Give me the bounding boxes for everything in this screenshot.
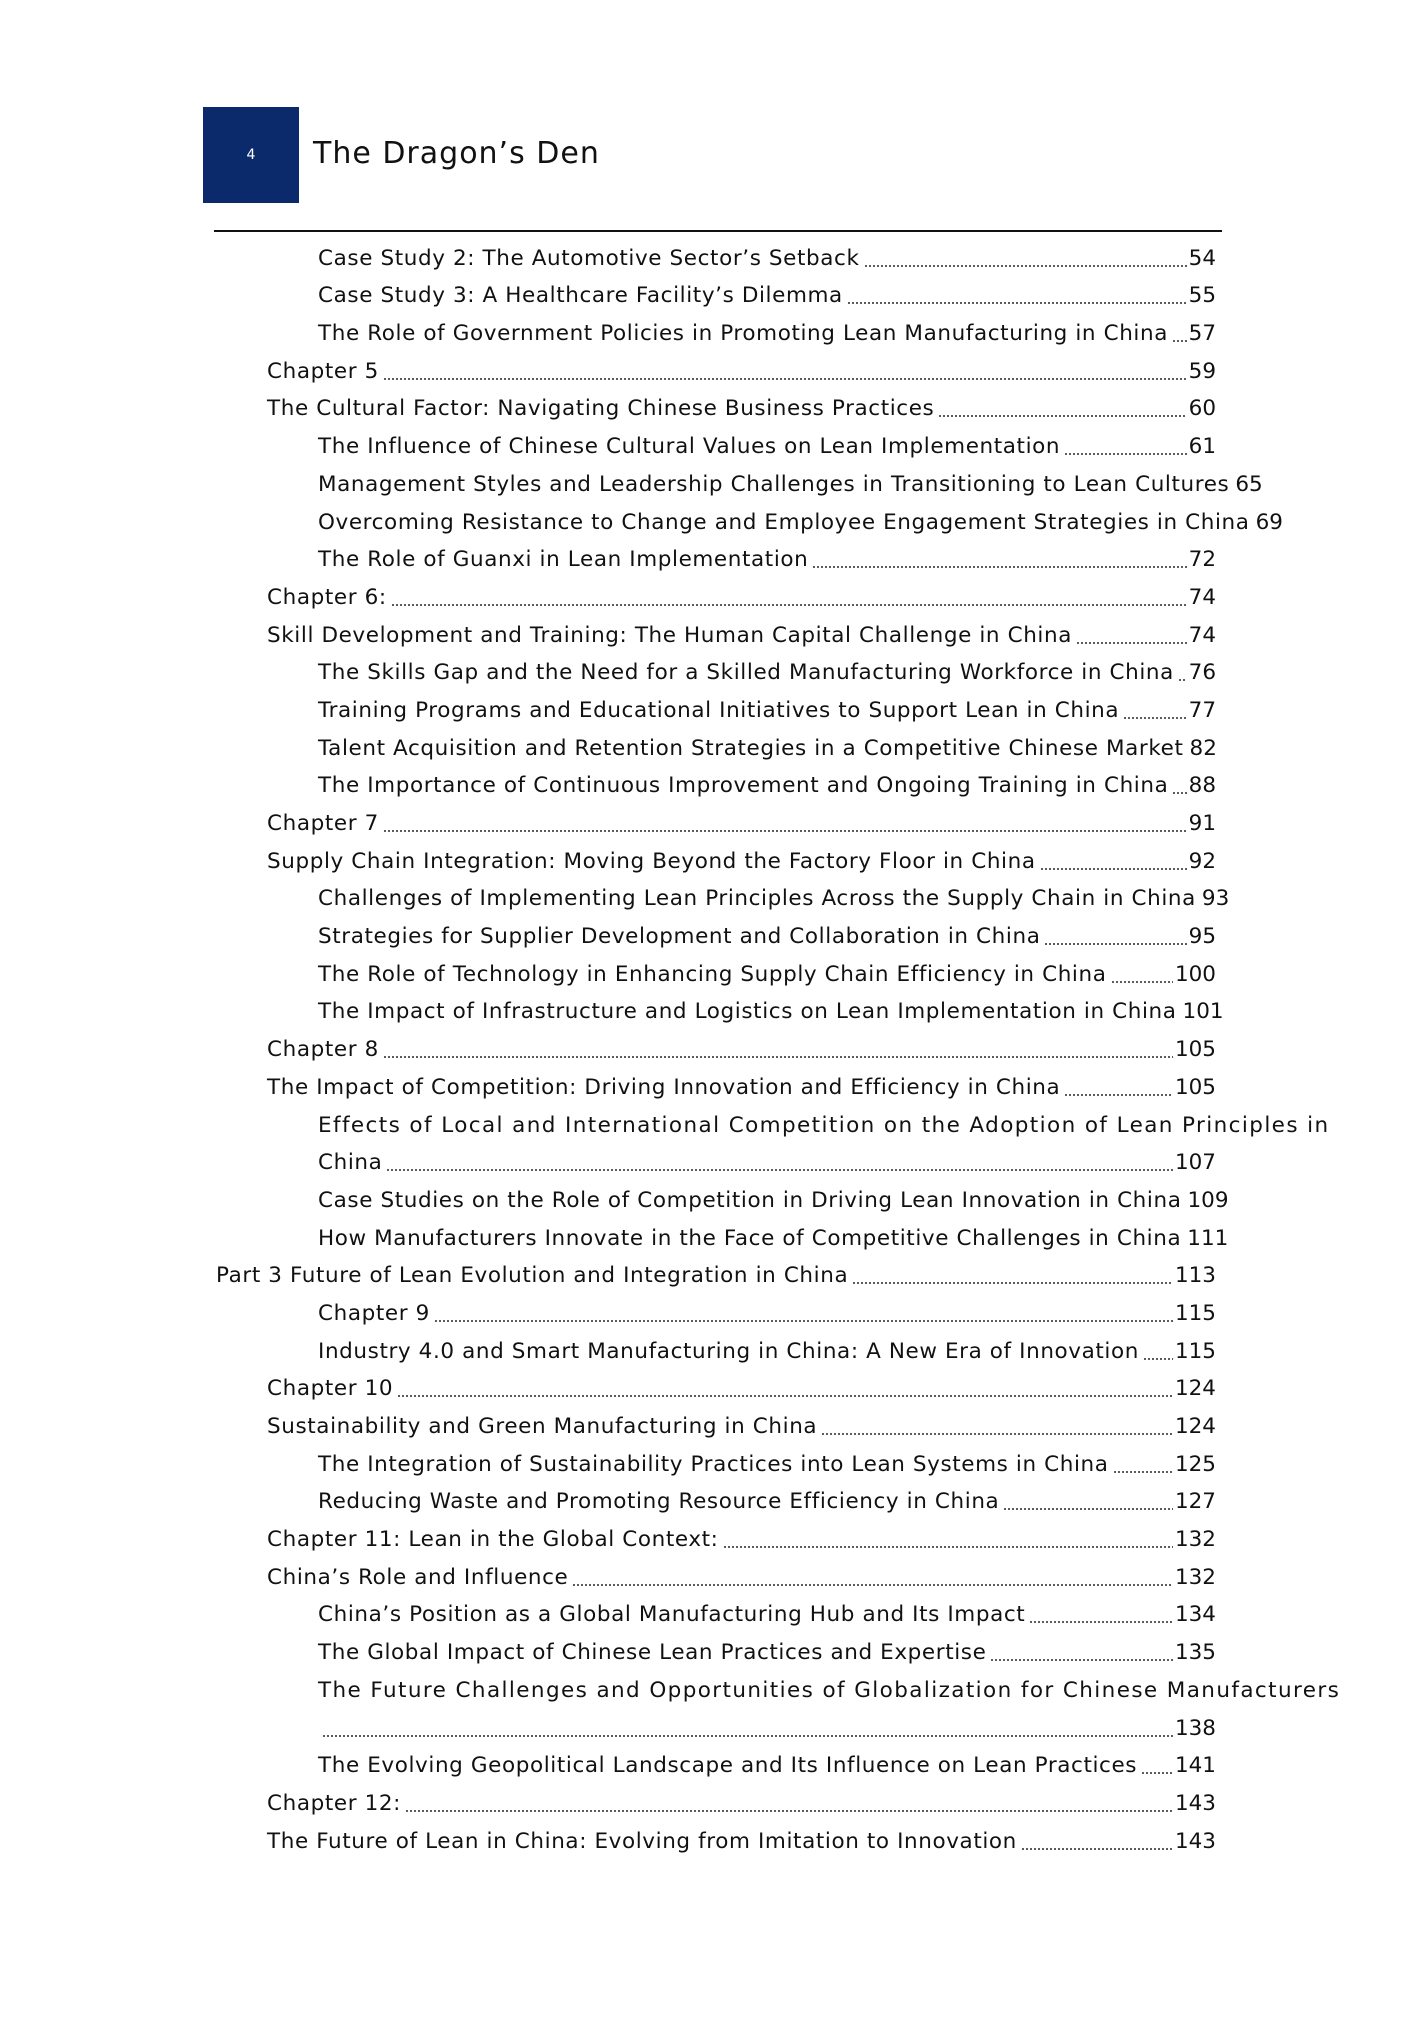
toc-entry-page: 61 — [1188, 434, 1216, 460]
toc-entry-page: 143 — [1174, 1828, 1216, 1854]
toc-entry-page: 113 — [1174, 1263, 1216, 1289]
toc-leader-dots — [1123, 717, 1186, 719]
toc-entry-page: 134 — [1174, 1602, 1216, 1628]
toc-entry-page: 132 — [1174, 1564, 1216, 1590]
toc-entry[interactable] — [216, 1254, 1216, 1292]
toc-entry-title: China — [318, 1150, 383, 1176]
toc-entry[interactable] — [216, 575, 1216, 613]
toc-entry-title: The Role of Government Policies in Promoting Lean Manufacturing in China — [318, 321, 1168, 347]
toc-entry-title: The Influence of Chinese Cultural Values on Lean Implementation — [318, 434, 1061, 460]
toc-entry-title: The Global Impact of Chinese Lean Practices and Expertise — [318, 1640, 987, 1666]
toc-leader-dots — [391, 604, 1187, 606]
toc-entry-page: 143 — [1174, 1790, 1216, 1816]
toc-entry-title: The Role of Guanxi in Lean Implementation — [318, 547, 809, 573]
toc-entry-page: 74 — [1188, 584, 1216, 610]
toc-leader-dots — [990, 1659, 1173, 1661]
toc-entry[interactable] — [216, 1141, 1216, 1179]
toc-entry[interactable] — [216, 1291, 1216, 1329]
toc-entry-page: 125 — [1174, 1451, 1216, 1477]
toc-entry[interactable] — [216, 1442, 1216, 1480]
toc-entry-title: Case Study 3: A Healthcare Facility’s Dilemma — [318, 283, 843, 309]
toc-entry-title: The Impact of Competition: Driving Innovation and Efficiency in China — [267, 1074, 1061, 1100]
toc-entry[interactable] — [216, 1706, 1216, 1744]
toc-entry-page: 138 — [1174, 1715, 1216, 1741]
toc-entry[interactable] — [216, 1178, 1229, 1216]
toc-entry-page: 59 — [1188, 358, 1216, 384]
toc-entry-title: How Manufacturers Innovate in the Face of Competitive Challenges in China — [318, 1225, 1182, 1251]
toc-entry-title: Sustainability and Green Manufacturing in China — [267, 1414, 818, 1439]
toc-leader-dots — [938, 415, 1186, 417]
toc-leader-dots — [812, 566, 1186, 568]
toc-entry-title: Part 3 Future of Lean Evolution and Integration in China — [216, 1263, 849, 1289]
toc-entry[interactable] — [216, 688, 1216, 726]
toc-entry-page: 57 — [1188, 321, 1216, 347]
toc-entry-page: 100 — [1174, 961, 1216, 987]
toc-leader-dots — [1111, 981, 1173, 983]
running-title: The Dragon’s Den — [313, 136, 600, 171]
toc-entry-page: 65 — [1235, 471, 1263, 497]
toc-leader-dots — [1172, 792, 1186, 794]
toc-entry[interactable] — [216, 764, 1216, 802]
toc-entry-title: Effects of Local and International Competition on the Adoption of Lean Principles in — [318, 1112, 1330, 1138]
toc-entry[interactable] — [216, 1103, 1330, 1141]
toc-entry[interactable] — [216, 726, 1216, 764]
toc-entry-title: Overcoming Resistance to Change and Employee Engagement Strategies in China — [318, 509, 1250, 535]
toc-leader-dots — [1003, 1508, 1173, 1510]
toc-entry-title: The Future of Lean in China: Evolving from Imitation to Innovation — [267, 1828, 1017, 1854]
toc-entry[interactable] — [216, 839, 1216, 877]
toc-entry-page: 124 — [1174, 1376, 1216, 1402]
toc-entry-title: Chapter 8 — [267, 1037, 379, 1063]
toc-entry[interactable] — [216, 424, 1216, 462]
toc-entry-page: 124 — [1174, 1414, 1216, 1439]
toc-leader-dots — [1040, 868, 1187, 870]
toc-entry[interactable] — [216, 1744, 1216, 1782]
toc-entry-title: The Evolving Geopolitical Landscape and Its Influence on Lean Practices — [318, 1753, 1138, 1779]
toc-entry-page: 69 — [1255, 509, 1283, 535]
toc-leader-dots — [386, 1169, 1173, 1171]
toc-entry[interactable] — [216, 1593, 1216, 1631]
toc-entry[interactable] — [216, 1819, 1216, 1857]
toc-entry-page: 60 — [1188, 396, 1216, 422]
toc-entry-title: The Integration of Sustainability Practices into Lean Systems in China — [318, 1451, 1109, 1477]
toc-entry[interactable] — [216, 877, 1230, 915]
toc-entry-title: Case Studies on the Role of Competition in Driving Lean Innovation in China — [318, 1187, 1182, 1213]
header-rule — [214, 230, 1222, 232]
toc-entry-page: 74 — [1188, 622, 1216, 648]
toc-leader-dots — [405, 1810, 1173, 1812]
toc-entry-title: Chapter 11: Lean in the Global Context: — [267, 1527, 719, 1553]
toc-entry[interactable] — [216, 1216, 1229, 1254]
toc-leader-dots — [397, 1395, 1173, 1397]
toc-leader-dots — [1064, 1094, 1173, 1096]
toc-leader-dots — [723, 1546, 1173, 1548]
toc-leader-dots — [864, 265, 1187, 267]
toc-entry[interactable] — [216, 387, 1216, 425]
toc-leader-dots — [1064, 453, 1186, 455]
toc-entry[interactable] — [216, 1781, 1216, 1819]
toc-entry-title: Strategies for Supplier Development and Collaboration in China — [318, 924, 1041, 950]
toc-leader-dots — [821, 1433, 1173, 1435]
toc-entry-title: The Importance of Continuous Improvement and Ongoing Training in China — [318, 773, 1169, 799]
toc-entry[interactable] — [216, 236, 1216, 274]
table-of-contents — [216, 236, 1341, 1857]
toc-entry[interactable] — [216, 1367, 1216, 1405]
toc-entry-page: 109 — [1187, 1187, 1229, 1213]
toc-entry[interactable] — [216, 1065, 1216, 1103]
toc-entry-title: Training Programs and Educational Initiatives to Support Lean in China — [318, 697, 1120, 723]
toc-leader-dots — [1029, 1621, 1173, 1623]
toc-leader-dots — [847, 302, 1187, 304]
toc-entry-title: The Role of Technology in Enhancing Supply Chain Efficiency in China — [318, 961, 1107, 987]
toc-entry-title: The Impact of Infrastructure and Logistics on Lean Implementation in China — [318, 999, 1177, 1025]
page-number-box — [203, 107, 299, 203]
toc-entry-title: China’s Position as a Global Manufacturing Hub and Its Impact — [318, 1602, 1026, 1628]
toc-entry-title: Reducing Waste and Promoting Resource Efficiency in China — [318, 1489, 1000, 1515]
toc-entry[interactable] — [216, 1555, 1216, 1593]
toc-entry-page: 107 — [1174, 1150, 1216, 1176]
toc-entry-page: 91 — [1188, 811, 1216, 836]
toc-entry[interactable] — [216, 349, 1216, 387]
toc-entry[interactable] — [216, 1329, 1216, 1367]
toc-entry-title: The Future Challenges and Opportunities of Globalization for Chinese Manufacturers — [318, 1677, 1341, 1703]
toc-entry-page: 105 — [1174, 1074, 1216, 1100]
toc-entry-page: 101 — [1182, 999, 1224, 1025]
toc-entry-title: Industry 4.0 and Smart Manufacturing in China: A New Era of Innovation — [318, 1338, 1139, 1364]
toc-entry[interactable] — [216, 952, 1216, 990]
toc-entry-page: 127 — [1174, 1489, 1216, 1515]
toc-leader-dots — [1044, 943, 1186, 945]
toc-entry[interactable] — [216, 1480, 1216, 1518]
toc-entry-page: 93 — [1201, 886, 1230, 912]
toc-leader-dots — [572, 1584, 1173, 1586]
toc-entry-title: Case Study 2: The Automotive Sector’s Setback — [318, 245, 860, 271]
toc-leader-dots — [852, 1282, 1173, 1284]
toc-entry-page: 82 — [1189, 735, 1217, 761]
toc-entry-page: 54 — [1188, 245, 1216, 271]
toc-entry-title: China’s Role and Influence — [267, 1564, 569, 1590]
toc-leader-dots — [1076, 642, 1187, 644]
toc-leader-dots — [434, 1320, 1173, 1322]
toc-entry-page: 141 — [1174, 1753, 1216, 1779]
toc-entry-page: 115 — [1174, 1338, 1216, 1364]
toc-leader-dots — [1141, 1772, 1173, 1774]
toc-entry-page: 72 — [1188, 547, 1216, 573]
toc-entry-page: 55 — [1188, 283, 1216, 309]
toc-entry-page: 92 — [1188, 848, 1216, 874]
toc-entry[interactable] — [216, 990, 1224, 1028]
toc-entry[interactable] — [216, 500, 1283, 538]
toc-entry[interactable] — [216, 538, 1216, 576]
toc-entry-page: 132 — [1174, 1527, 1216, 1553]
toc-entry[interactable] — [216, 274, 1216, 312]
toc-entry-page: 77 — [1188, 697, 1216, 723]
toc-entry[interactable] — [216, 914, 1216, 952]
toc-entry-title: Skill Development and Training: The Human Capital Challenge in China — [267, 622, 1073, 648]
toc-leader-dots — [1143, 1358, 1173, 1360]
page-number: 4 — [246, 147, 256, 163]
toc-entry[interactable] — [216, 801, 1216, 839]
toc-entry[interactable] — [216, 1404, 1216, 1442]
toc-entry-title: Chapter 12: — [267, 1790, 401, 1816]
toc-entry-page: 88 — [1188, 773, 1216, 799]
toc-entry[interactable] — [216, 1517, 1216, 1555]
toc-entry-title: Talent Acquisition and Retention Strategies in a Competitive Chinese Market — [318, 735, 1184, 761]
toc-entry-page: 76 — [1188, 660, 1216, 686]
toc-entry[interactable] — [216, 1027, 1216, 1065]
toc-entry[interactable] — [216, 1630, 1216, 1668]
toc-leader-dots — [1178, 679, 1187, 681]
toc-entry[interactable] — [216, 1668, 1341, 1706]
toc-leader-dots — [383, 830, 1187, 832]
toc-entry-page: 135 — [1174, 1640, 1216, 1666]
toc-entry-title: Chapter 10 — [267, 1376, 394, 1402]
toc-entry-title: Chapter 5 — [267, 358, 379, 384]
toc-entry[interactable] — [216, 462, 1263, 500]
toc-leader-dots — [383, 1056, 1173, 1058]
toc-leader-dots — [322, 1735, 1173, 1737]
toc-leader-dots — [1021, 1848, 1173, 1850]
toc-entry-page: 111 — [1187, 1225, 1229, 1251]
toc-entry-title: The Skills Gap and the Need for a Skilled Manufacturing Workforce in China — [318, 660, 1174, 686]
toc-entry[interactable] — [216, 651, 1216, 689]
toc-entry-page: 95 — [1188, 924, 1216, 950]
toc-entry-title: The Cultural Factor: Navigating Chinese Business Practices — [267, 396, 935, 422]
toc-entry[interactable] — [216, 311, 1216, 349]
toc-leader-dots — [383, 378, 1187, 380]
toc-entry-page: 115 — [1174, 1300, 1216, 1326]
toc-entry-title: Chapter 7 — [267, 811, 379, 836]
toc-leader-dots — [1172, 340, 1187, 342]
toc-entry-title: Chapter 6: — [267, 584, 387, 610]
toc-entry-title: Supply Chain Integration: Moving Beyond the Factory Floor in China — [267, 848, 1036, 874]
toc-entry-title: Chapter 9 — [318, 1300, 430, 1326]
toc-leader-dots — [1113, 1471, 1173, 1473]
toc-entry-title: Management Styles and Leadership Challenges in Transitioning to Lean Cultures — [318, 471, 1230, 497]
toc-entry[interactable] — [216, 613, 1216, 651]
toc-entry-page: 105 — [1174, 1037, 1216, 1063]
toc-entry-title: Challenges of Implementing Lean Principles Across the Supply Chain in China — [318, 886, 1196, 912]
